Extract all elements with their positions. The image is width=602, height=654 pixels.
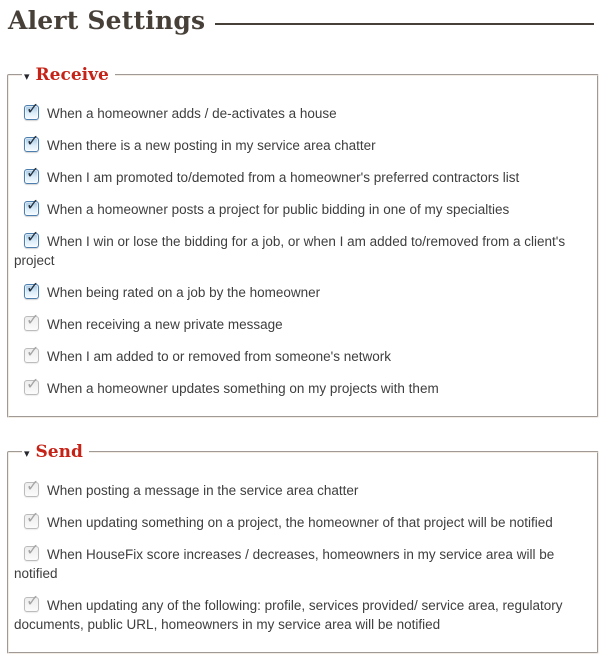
triangle-down-icon: ▾ (24, 69, 30, 83)
alert-checkbox[interactable] (24, 201, 39, 216)
alert-item[interactable] (14, 136, 589, 155)
title-rule (215, 23, 594, 25)
alert-item-label: When I am promoted to/demoted from a homeowner's preferred contractors list (47, 170, 520, 185)
alert-checkbox (24, 546, 39, 561)
alert-checkbox[interactable] (24, 105, 39, 120)
alert-item-label: When being rated on a job by the homeowner (47, 285, 321, 300)
alert-item[interactable] (14, 232, 589, 270)
alert-item[interactable] (14, 200, 589, 219)
receive-section (7, 65, 599, 418)
receive-section-header[interactable] (22, 65, 115, 85)
alert-item[interactable] (14, 168, 589, 187)
alert-checkbox (24, 316, 39, 331)
alert-checkbox[interactable] (24, 284, 39, 299)
alert-item-label: When updating something on a project, the homeowner of that project will be notified (47, 515, 553, 530)
alert-item (14, 545, 589, 583)
alert-item (14, 596, 589, 634)
alert-checkbox[interactable] (24, 137, 39, 152)
alert-item[interactable] (14, 104, 589, 123)
page-title: Alert Settings (8, 6, 206, 35)
alert-checkbox (24, 597, 39, 612)
alert-item-label: When updating any of the following: profile, services provided/ service area, regulatory documents, public URL, homeowners in my service area will be notified (14, 598, 563, 632)
section-title: Send (35, 442, 83, 462)
send-section (7, 442, 599, 654)
alert-item (14, 315, 589, 334)
section-title: Receive (35, 65, 109, 85)
alert-item-label: When there is a new posting in my service area chatter (47, 138, 376, 153)
alert-item-label: When a homeowner posts a project for public bidding in one of my specialties (47, 202, 510, 217)
receive-items (14, 104, 589, 398)
alert-checkbox[interactable] (24, 233, 39, 248)
alert-checkbox (24, 380, 39, 395)
alert-item-label: When HouseFix score increases / decreases, homeowners in my service area will be notified (14, 547, 555, 581)
alert-item-label: When receiving a new private message (47, 317, 283, 332)
alert-item (14, 513, 589, 532)
triangle-down-icon: ▾ (24, 446, 30, 460)
alert-item (14, 481, 589, 500)
alert-checkbox[interactable] (24, 169, 39, 184)
alert-checkbox (24, 482, 39, 497)
alert-item-label: When posting a message in the service area chatter (47, 483, 359, 498)
alert-checkbox (24, 348, 39, 363)
alert-checkbox (24, 514, 39, 529)
alert-item-label: When a homeowner updates something on my projects with them (47, 381, 439, 396)
alert-item-label: When I win or lose the bidding for a job, or when I am added to/removed from a client's project (14, 234, 566, 268)
send-section-header[interactable] (22, 442, 89, 462)
alert-item (14, 379, 589, 398)
alert-item (14, 347, 589, 366)
page-header (8, 6, 596, 36)
alert-item-label: When I am added to or removed from someone's network (47, 349, 391, 364)
alert-item[interactable] (14, 283, 589, 302)
alert-item-label: When a homeowner adds / de-activates a house (47, 106, 337, 121)
send-items (14, 481, 589, 634)
